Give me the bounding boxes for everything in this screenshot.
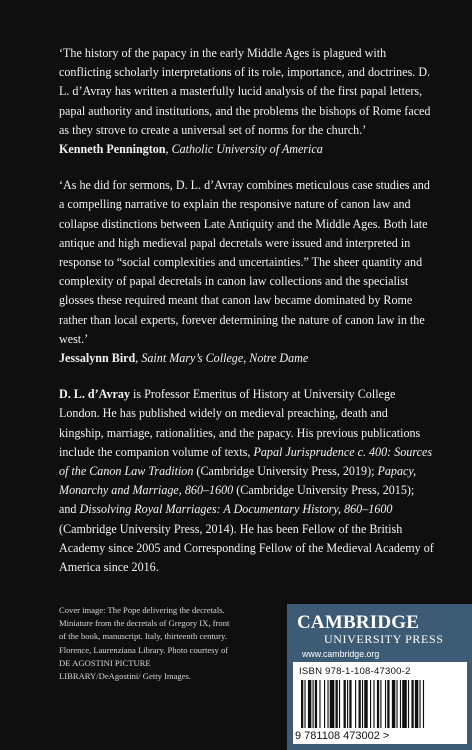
publisher-url: www.cambridge.org: [302, 649, 380, 659]
bio-title-3: Dissolving Royal Marriages: A Documentary History, 860–1600: [79, 502, 393, 517]
review-2: [59, 176, 434, 368]
author-name: D. L. d’Avray: [59, 387, 130, 402]
bio-text-2: (Cambridge University Press, 2019);: [193, 464, 378, 479]
author-bio: [59, 385, 434, 577]
bio-title-2: Papacy, Monarchy and Marriage, 860–1600: [59, 464, 417, 498]
barcode-icon: [295, 680, 465, 730]
review-1-text: ‘The history of the papacy in the early Middle Ages is plagued with conflicting scholarly interpretations of its role, importance, and doctrines. D. L. d’Avray has written a masterfully lucid analysis of the first papal letters, papal authority and institutions, and the problems the bishops of Rome faced as they strove to create a universal set of norms for the church.’: [59, 46, 431, 137]
publisher-logo-sub: UNIVERSITY PRESS: [324, 632, 444, 646]
back-cover-text: [59, 44, 434, 594]
bio-text-3: (Cambridge University Press, 2015); and: [59, 483, 415, 517]
barcode-digits: 9 781108 473002 >: [295, 730, 390, 742]
review-2-attribution: Jessalynn Bird, Saint Mary’s College, Notre Dame: [59, 351, 309, 366]
bio-text-4: (Cambridge University Press, 2014). He has been Fellow of the British Academy since 2005 and Corresponding Fellow of the Medieval Academy of America since 2016.: [59, 521, 434, 575]
bio-title-1: Papal Jurisprudence c. 400: Sources of the Canon Law Tradition: [59, 444, 433, 479]
review-1-affiliation: Catholic University of America: [171, 142, 323, 157]
review-1: [59, 44, 434, 159]
cover-image-credit: Cover image: The Pope delivering the decretals. Miniature from the decretals of Gregory IX, front of the book, manuscript. Italy, thirteenth century. Florence, Laurenziana Library. Photo courtesy of DE AGOSTINI PICTURE LIBRARY/DeAgostini/ Getty Images.: [59, 605, 230, 682]
barcode-panel: [293, 662, 467, 744]
isbn-label: ISBN 978-1-108-47300-2: [299, 666, 411, 677]
review-1-attribution: Kenneth Pennington, Catholic University of America: [59, 142, 323, 157]
review-1-author: Kenneth Pennington: [59, 142, 166, 157]
review-2-text: ‘As he did for sermons, D. L. d’Avray combines meticulous case studies and a compelling narrative to explain the responsive nature of canon law and collapse distinctions between Late Antiquity and the Middle Ages. Both late antique and high medieval papal decretals were issued and interpreted in response to “social complexities and uncertainties.” The sheer quantity and complexity of papal decretals in canon law collections and the specialist glosses these required meant that canon law became dominated by Rome rather than local experts, forever determining the nature of canon law in the west.’: [59, 178, 430, 346]
bio-text-1: is Professor Emeritus of History at University College London. He has published widely on medieval preaching, death and kingship, marriage, rationalities, and the papacy. His previous publications include the companion volume of texts,: [59, 387, 421, 459]
review-2-affiliation: Saint Mary’s College, Notre Dame: [141, 351, 309, 366]
author-bio-text: [59, 385, 434, 577]
publisher-logo-name: CAMBRIDGE: [297, 612, 420, 633]
review-2-author: Jessalynn Bird: [59, 351, 136, 366]
